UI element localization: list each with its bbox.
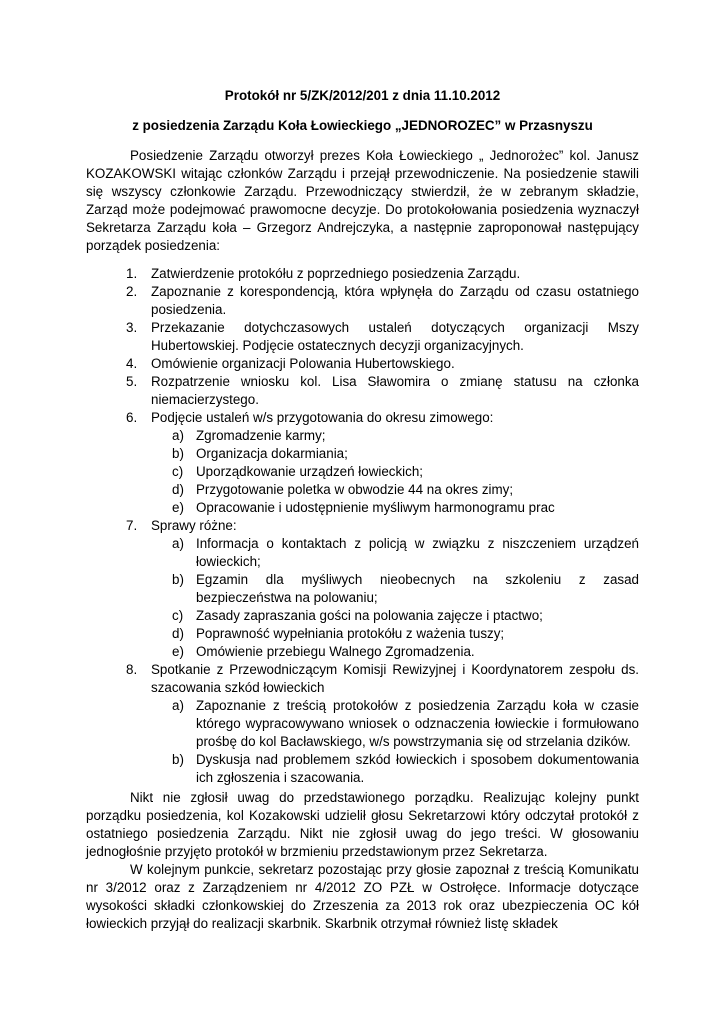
sub-text: Opracowanie i udostępnienie myśliwym harmonogramu prac [196, 500, 555, 515]
sub-letter: b) [172, 572, 184, 587]
agenda-text: Przekazanie dotychczasowych ustaleń dotyczących organizacji Mszy Hubertowskiej. Podjęcie ostatecznych decyzji organizacyjnych. [151, 320, 639, 353]
sub-text: Przygotowanie poletka w obwodzie 44 na okres zimy; [196, 482, 514, 497]
agenda-item [86, 517, 639, 661]
sub-item [151, 463, 639, 481]
intro-paragraph: Posiedzenie Zarządu otworzył prezes Koła Łowieckiego „ Jednorożec” kol. Janusz KOZAKOWSKI witając członków Zarządu i przejął przewodniczenie. Na posiedzenie stawili się wszyscy członkowie Zarządu. Przewodniczący stwierdził, że w zebranym składzie, Zarząd może podejmować prawomocne decyzje. Do protokołowania posiedzenia wyznaczył Sekretarza Zarządu koła – Grzegorz Andrejczyka, a następnie zaproponował następujący porządek posiedzenia: [86, 148, 639, 253]
document-subtitle: z posiedzenia Zarządu Koła Łowieckiego „JEDNOROZEC” w Przasnyszu [132, 118, 593, 133]
sub-list [151, 535, 639, 661]
agenda-number: 8. [126, 662, 138, 677]
sub-list [151, 427, 639, 517]
sub-letter: c) [172, 464, 184, 479]
closing-paragraphs [86, 789, 639, 933]
sub-item [151, 607, 639, 625]
agenda-number: 5. [126, 374, 138, 389]
sub-letter: e) [172, 500, 184, 515]
agenda-number: 4. [126, 356, 138, 371]
sub-text: Dyskusja nad problemem szkód łowieckich i sposobem dokumentowania ich zgłoszenia i szacowania. [196, 752, 639, 785]
agenda-text: Zapoznanie z korespondencją, która wpłynęła do Zarządu od czasu ostatniego posiedzenia. [151, 284, 639, 317]
sub-text: Zgromadzenie karmy; [196, 428, 326, 443]
sub-item [151, 427, 639, 445]
sub-item [151, 625, 639, 643]
sub-text: Informacja o kontaktach z policją w związku z niszczeniem urządzeń łowieckich; [196, 536, 639, 569]
sub-item [151, 643, 639, 661]
sub-list [151, 697, 639, 787]
sub-item [151, 535, 639, 571]
sub-letter: a) [172, 536, 184, 551]
agenda-number: 6. [126, 410, 138, 425]
agenda-text: Spotkanie z Przewodniczącym Komisji Rewizyjnej i Koordynatorem zespołu ds. szacowania szkód łowieckich [151, 662, 639, 695]
sub-letter: a) [172, 698, 184, 713]
sub-letter: e) [172, 644, 184, 659]
agenda-item [86, 283, 639, 319]
sub-item [151, 445, 639, 463]
agenda-number: 3. [126, 320, 138, 335]
sub-text: Zasady zapraszania gości na polowania zajęcze i ptactwo; [196, 608, 543, 623]
sub-text: Omówienie przebiegu Walnego Zgromadzenia. [196, 644, 475, 659]
sub-text: Uporządkowanie urządzeń łowieckich; [196, 464, 424, 479]
sub-item [151, 751, 639, 787]
sub-letter: d) [172, 626, 184, 641]
document-title: Protokół nr 5/ZK/2012/201 z dnia 11.10.2012 [224, 88, 501, 103]
agenda-item [86, 409, 639, 517]
sub-item [151, 499, 639, 517]
sub-text: Egzamin dla myśliwych nieobecnych na szkoleniu z zasad bezpieczeństwa na polowaniu; [196, 572, 639, 605]
sub-text: Organizacja dokarmiania; [196, 446, 348, 461]
sub-item [151, 571, 639, 607]
agenda-item [86, 373, 639, 409]
agenda-number: 2. [126, 284, 138, 299]
sub-letter: c) [172, 608, 184, 623]
agenda-number: 1. [126, 266, 138, 281]
agenda-text: Podjęcie ustaleń w/s przygotowania do okresu zimowego: [151, 410, 494, 425]
sub-letter: b) [172, 752, 184, 767]
agenda-text: Sprawy różne: [151, 518, 237, 533]
agenda-item [86, 265, 639, 283]
sub-letter: b) [172, 446, 184, 461]
agenda-item [86, 319, 639, 355]
agenda-list [86, 265, 639, 787]
agenda-text: Omówienie organizacji Polowania Hubertowskiego. [151, 356, 455, 371]
agenda-number: 7. [126, 518, 138, 533]
sub-text: Zapoznanie z treścią protokołów z posiedzenia Zarządu koła w czasie którego wypracowywano wniosek o odznaczenia łowieckie i formułowano prośbę do kol Bacławskiego, w/s powstrzymania się od strzelania dzików. [196, 698, 639, 749]
agenda-text: Rozpatrzenie wniosku kol. Lisa Sławomira o zmianę statusu na członka niemacierzystego. [151, 374, 639, 407]
agenda-item [86, 661, 639, 787]
sub-text: Poprawność wypełniania protokółu z ważenia tuszy; [196, 626, 505, 641]
agenda-text: Zatwierdzenie protokółu z poprzedniego posiedzenia Zarządu. [151, 266, 521, 281]
sub-item [151, 697, 639, 751]
paragraph: Nikt nie zgłosił uwag do przedstawionego porządku. Realizując kolejny punkt porządku posiedzenia, kol Kozakowski udzielił głosu Sekretarzowi który odczytał protokół z ostatniego posiedzenia Zarządu. Nikt nie zgłosił uwag do jego treści. W głosowaniu jednogłośnie przyjęto protokół w brzmieniu przedstawionym przez Sekretarza. [86, 790, 639, 859]
sub-letter: d) [172, 482, 184, 497]
sub-letter: a) [172, 428, 184, 443]
paragraph: W kolejnym punkcie, sekretarz pozostając przy głosie zapoznał z treścią Komunikatu nr 3/2012 oraz z Zarządzeniem nr 4/2012 ZO PZŁ w Ostrołęce. Informacje dotyczące wysokości składki członkowskiej do Zrzeszenia za 2013 rok oraz ubezpieczenia OC kół łowieckich przyjął do realizacji skarbnik. Skarbnik otrzymał również listę składek [86, 862, 639, 931]
sub-item [151, 481, 639, 499]
agenda-item [86, 355, 639, 373]
